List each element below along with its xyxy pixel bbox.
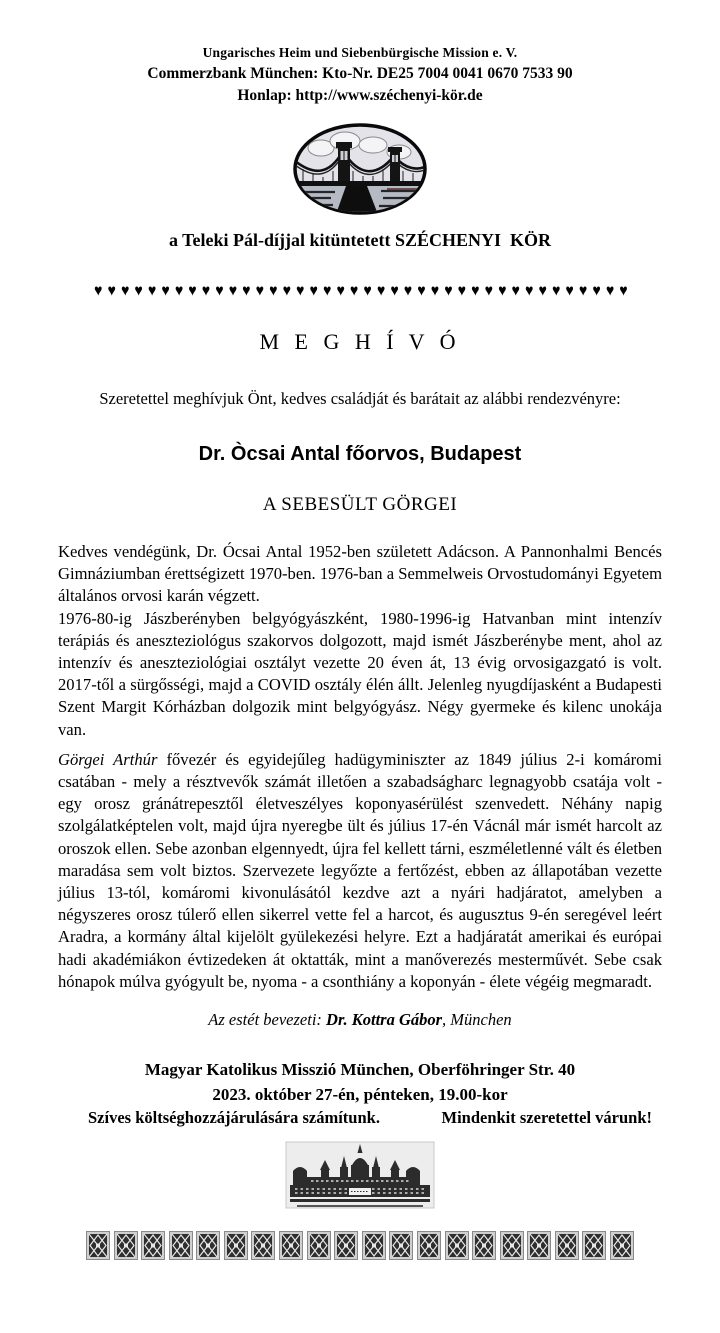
welcome-note: Mindenkit szeretettel várunk! — [441, 1108, 652, 1128]
gorgei-text: fővezér és egyidejűleg hadügyminiszter az 1849 július 2-i komáromi csatában - mely a résztvevők számát illetően a szabadságharc legnagyobb csatája volt - egy orosz gránátrepesztől életveszélyes koponyasérülést szenvedett. Néhány napig szolgálatképtelen volt, majd újra nyeregbe ült és július 17-én Vácnál már ismét harcolt az oroszok ellen. Sebe azonban elgennyedt, újra fel kellett tárni, eszméletlenné vált és életben maradása sem volt biztos. Szervezete legyőzte a fertőzést, ebben az állapotában vezette július 13-tól, komáromi kivonulásától kezdve azt a nyári hadjáratot, amelyben a négyszeres orosz túlerő ellen sikerrel vette fel a harcot, és augusztus 9-én seregével leért Aradra, a kormány által kijelölt gyülekezési helyre. Ezt a hadjáratát amerikai és európai hadi akadémiákon évtizedeken át oktatták, mint a manőverezés mesterművét. Sebe csak hónapok múlva gyógyult be, nyoma - a csonthiány a koponyán - élete végéig megmaradt. — [58, 749, 662, 991]
heart-icon: ♥ — [94, 282, 103, 301]
heart-icon: ♥ — [174, 282, 184, 301]
body-text — [58, 541, 662, 993]
heart-icon: ♥ — [592, 282, 601, 301]
heart-icon: ♥ — [161, 282, 170, 301]
parliament-icon — [285, 1141, 435, 1213]
heart-icon: ♥ — [390, 282, 399, 301]
heart-icon: ♥ — [201, 282, 211, 301]
club-name-line: a Teleki Pál-díjjal kitüntetett SZÉCHENYI KÖR — [168, 230, 552, 250]
ornament-tile-icon — [114, 1231, 138, 1260]
donation-note: Szíves költséghozzájárulására számítunk. — [88, 1108, 380, 1128]
heart-icon: ♥ — [525, 282, 534, 301]
talk-title: A SEBESÜLT GÖRGEI — [262, 494, 458, 515]
heart-icon: ♥ — [471, 282, 480, 301]
heart-icon: ♥ — [228, 282, 237, 301]
bio-paragraph-2: 1976-80-ig Jászberényben belgyógyászként, 1980-1996-ig Hatvanban mint intenzív terápiás és aneszteziológus szakorvos dolgozott, majd ismét Jászberénybe ment, ahol az intenzív és aneszteziológiai osztályt vezette 20 éven át, 13 évig orvosigazgató is volt. 2017-től a sürgősségi, majd a COVID osztály élén állt. Jelenleg nyugdíjasként a Budapesti Szent Margit Kórházban dolgozik mint belgyógyász. Négy gyermeke és kilenc unokája van. — [58, 608, 662, 739]
heart-icon: ♥ — [578, 282, 588, 301]
chain-bridge-logo — [0, 121, 720, 217]
ornament-tile-icon — [582, 1231, 606, 1260]
heart-icon: ♥ — [511, 282, 520, 301]
heart-icon: ♥ — [322, 282, 332, 301]
ornament-tile-icon — [389, 1231, 413, 1260]
venue-line: Magyar Katolikus Misszió München, Oberföhringer Str. 40 — [144, 1060, 576, 1080]
ornament-tile-icon — [141, 1231, 165, 1260]
ornament-tile-icon — [224, 1231, 248, 1260]
ornament-tile-icon — [555, 1231, 579, 1260]
ornament-tile-icon — [417, 1231, 441, 1260]
heart-icon: ♥ — [417, 282, 426, 301]
ornament-border — [86, 1231, 634, 1260]
hearts-divider — [94, 282, 628, 301]
bio-paragraph-1: Kedves vendégünk, Dr. Ócsai Antal 1952-ben született Adácson. A Pannonhalmi Bencés Gimnáziumban érettségizett 1970-ben. 1976-ban a Semmelweis Orvostudományi Egyetem általános orvosi karán végzett. — [58, 542, 662, 606]
heart-icon: ♥ — [605, 282, 615, 301]
ornament-tile-icon — [527, 1231, 551, 1260]
heart-icon: ♥ — [282, 282, 291, 301]
invitation-title: M E G H Í V Ó — [259, 329, 461, 354]
heart-icon: ♥ — [498, 282, 507, 301]
ornament-tile-icon — [334, 1231, 358, 1260]
evening-intro-line — [0, 1010, 720, 1030]
heart-icon: ♥ — [296, 282, 305, 301]
ornament-tile-icon — [500, 1231, 524, 1260]
heart-icon: ♥ — [242, 282, 251, 301]
ornament-tile-icon — [445, 1231, 469, 1260]
heart-icon: ♥ — [188, 282, 197, 301]
intro-prefix: Az estét bevezeti: — [208, 1010, 327, 1030]
heart-icon: ♥ — [363, 282, 372, 301]
date-line: 2023. október 27-én, pénteken, 19.00-kor — [212, 1085, 508, 1105]
speaker-name: Dr. Òcsai Antal főorvos, Budapest — [198, 443, 522, 465]
heart-icon: ♥ — [484, 282, 493, 301]
ornament-tile-icon — [169, 1231, 193, 1260]
heart-icon: ♥ — [255, 282, 264, 301]
heart-icon: ♥ — [430, 282, 440, 301]
heart-icon: ♥ — [444, 282, 453, 301]
heart-icon: ♥ — [120, 282, 130, 301]
heart-icon: ♥ — [309, 282, 318, 301]
ornament-tile-icon — [196, 1231, 220, 1260]
heart-icon: ♥ — [376, 282, 386, 301]
gorgei-name: Görgei Arthúr — [58, 749, 158, 769]
ornament-tile-icon — [610, 1231, 634, 1260]
heart-icon: ♥ — [619, 282, 628, 301]
ornament-tile-icon — [362, 1231, 386, 1260]
heart-icon: ♥ — [215, 282, 224, 301]
heart-icon: ♥ — [538, 282, 547, 301]
org-header — [0, 0, 720, 107]
ornament-tile-icon — [307, 1231, 331, 1260]
intro-suffix: , München — [442, 1010, 512, 1030]
intro-speaker-name: Dr. Kottra Gábor — [326, 1010, 443, 1030]
heart-icon: ♥ — [134, 282, 143, 301]
heart-icon: ♥ — [551, 282, 561, 301]
chain-bridge-icon — [291, 121, 429, 217]
heart-icon: ♥ — [107, 282, 116, 301]
ornament-tile-icon — [251, 1231, 275, 1260]
heart-icon: ♥ — [403, 282, 413, 301]
heart-icon: ♥ — [457, 282, 466, 301]
org-name: Ungarisches Heim und Siebenbürgische Mission e. V. — [202, 45, 518, 60]
website-line: Honlap: http://www.széchenyi-kör.de — [237, 87, 483, 104]
heart-icon: ♥ — [336, 282, 345, 301]
invite-sentence: Szeretettel meghívjuk Önt, kedves családját és barátait az alábbi rendezvényre: — [99, 389, 621, 408]
parliament-image — [0, 1141, 720, 1213]
heart-icon: ♥ — [349, 282, 359, 301]
ornament-tile-icon — [279, 1231, 303, 1260]
heart-icon: ♥ — [147, 282, 157, 301]
bank-account-line: Commerzbank München: Kto-Nr. DE25 7004 0041 0670 7533 90 — [147, 65, 573, 82]
gorgei-paragraph — [58, 749, 662, 993]
ornament-tile-icon — [86, 1231, 110, 1260]
heart-icon: ♥ — [269, 282, 278, 301]
ornament-tile-icon — [472, 1231, 496, 1260]
footer-row — [88, 1108, 652, 1128]
heart-icon: ♥ — [565, 282, 574, 301]
